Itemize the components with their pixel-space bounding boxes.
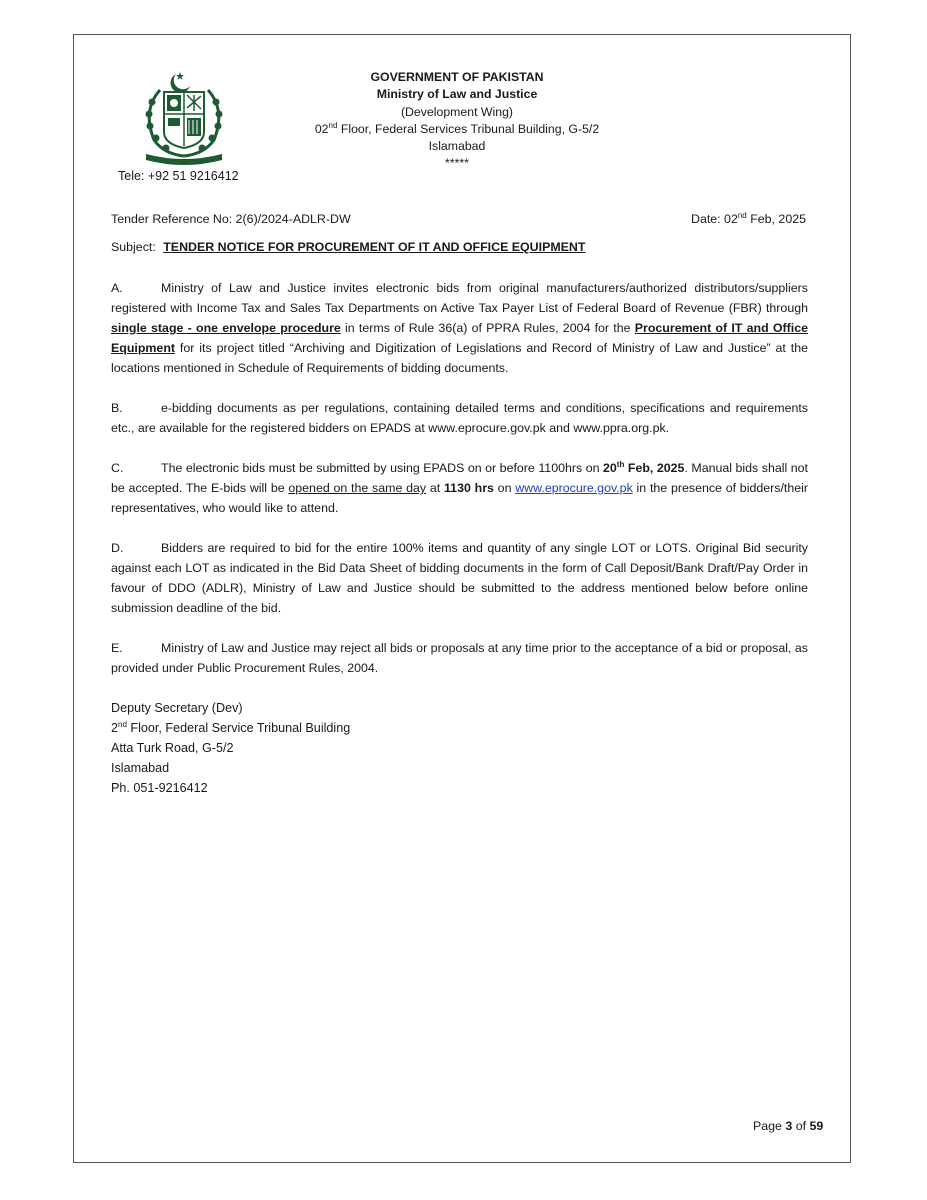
floor-number: 02 [314,121,329,136]
date-month-year: Feb, 2025 [746,212,806,226]
ordinal-suffix: nd [118,719,127,729]
total-pages: 59 [809,1119,824,1133]
subject-line [111,240,585,254]
eprocure-link[interactable]: www.eprocure.gov.pk [515,481,633,495]
procurement-emphasis: Procurement of IT and Office Equipment [111,321,808,355]
paragraph-text: e-bidding documents as per regulations, containing detailed terms and conditions, specifications and requirements etc., are available for the registered bidders on EPADS at www.eprocure.gov.pk and www.ppra.org.pk. [111,401,808,435]
paragraph-label: C. [111,461,124,475]
paragraph-text: Bidders are required to bid for the entire 100% items and quantity of any single LOT or LOTS. Original Bid security against each LOT as indicated in the Bid Data Sheet of bidding documents in the form of Call Deposit/Bank Draft/Pay Order in favour of DDO (ADLR), Ministry of Law and Justice should be submitted to the address mentioned below before online submission deadline of the bid. [111,541,808,615]
paragraph-text: at [426,481,444,495]
paragraph-text: . Manual bids shall not be accepted. The E-bids will be [111,461,808,495]
deadline-month-year: Feb, 2025 [624,461,685,475]
paragraph-label: B. [111,401,123,415]
current-page: 3 [785,1119,793,1133]
building-address: Floor, Federal Services Tribunal Building, G-5/2 [337,121,600,136]
deadline-day: 20 [603,461,617,475]
page-word: Page [753,1119,786,1133]
ordinal-suffix: th [616,459,625,469]
deadline-date [603,461,684,475]
reference-line [111,212,806,226]
paragraph-c [111,458,808,518]
opening-time: 1130 hrs [443,481,494,495]
paragraph-a [111,278,808,378]
procedure-emphasis: single stage - one envelope procedure [111,321,341,335]
notice-date [691,212,806,226]
paragraph-text: in terms of Rule 36(a) of PPRA Rules, 2004 for the [340,321,635,335]
contact-city: Islamabad [111,761,170,775]
ministry-name: Ministry of Law and Justice [376,87,538,102]
office-address [290,121,624,138]
building-name: Floor, Federal Service Tribunal Building [126,721,351,735]
paragraph-e [111,638,808,678]
paragraph-b [111,398,808,438]
header-separator: ***** [445,156,469,171]
paragraph-text: Ministry of Law and Justice may reject all bids or proposals at any time prior to the acceptance of a bid or proposal, as provided under Public Procurement Rules, 2004. [111,641,808,675]
opening-emphasis: opened on the same day [288,481,427,495]
wing-name: (Development Wing) [400,104,514,119]
contact-phone: Ph. 051-9216412 [111,781,208,795]
contact-floor [111,718,350,738]
paragraph-text: on [493,481,516,495]
city: Islamabad [428,139,486,154]
paragraph-label: A. [111,281,123,295]
subject-label: Subject: [111,240,156,254]
paragraph-label: D. [111,541,124,555]
ordinal-suffix: nd [328,120,338,130]
paragraph-text: Ministry of Law and Justice invites electronic bids from original manufacturers/authorized distributors/suppliers registered with Income Tax and Sales Tax Departments on Active Tax Payer List of Federal Board of Revenue (FBR) through [111,281,808,315]
letterhead [290,69,624,173]
paragraph-text: The electronic bids must be submitted by using EPADS on or before 1100hrs on [161,461,603,475]
pakistan-state-emblem-icon [136,68,232,168]
paragraph-label: E. [111,641,123,655]
subject-title: TENDER NOTICE FOR PROCUREMENT OF IT AND OFFICE EQUIPMENT [163,240,586,254]
page-number [753,1119,823,1133]
floor-number: 2 [111,721,119,735]
of-word: of [792,1119,810,1133]
contact-address [111,698,350,798]
contact-road: Atta Turk Road, G-5/2 [111,741,234,755]
tender-reference: Tender Reference No: 2(6)/2024-ADLR-DW [111,212,351,226]
contact-title: Deputy Secretary (Dev) [111,701,243,715]
paragraph-text: for its project titled “Archiving and Digitization of Legislations and Record of Ministry of Law and Justice” at the locations mentioned in Schedule of Requirements of bidding documents. [111,341,808,375]
ordinal-suffix: nd [737,210,747,220]
paragraph-d [111,538,808,618]
government-title: GOVERNMENT OF PAKISTAN [370,70,544,84]
date-day: Date: 02 [691,212,738,226]
paragraph-text: in the presence of bidders/their representatives, who would like to attend. [111,481,808,515]
telephone-number: Tele: +92 51 9216412 [118,169,239,183]
